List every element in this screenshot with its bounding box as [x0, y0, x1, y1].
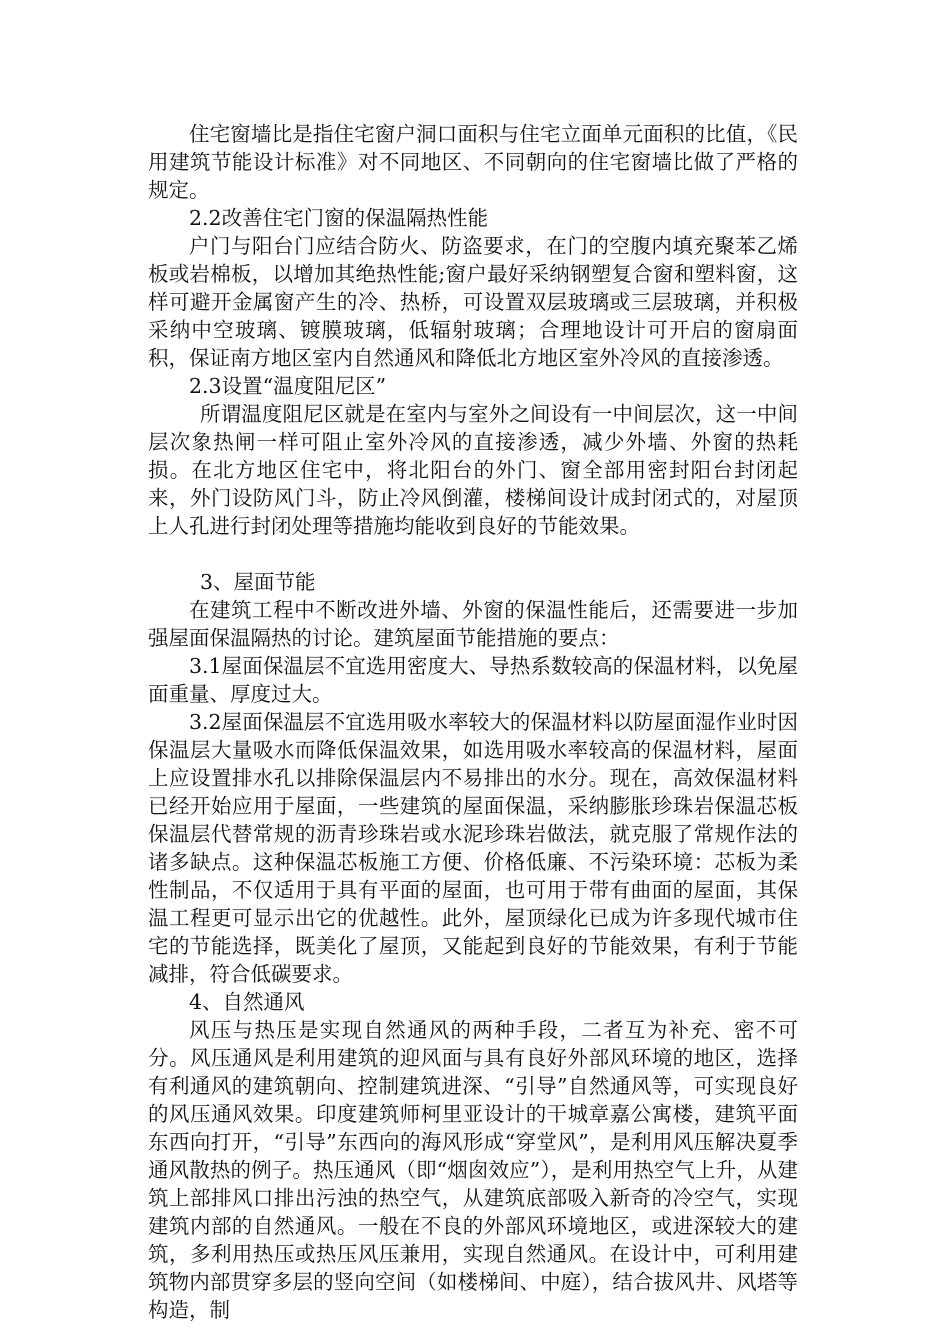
paragraph-3-1: 3.1屋面保温层不宜选用密度大、导热系数较高的保温材料，以免屋面重量、厚度过大。 [148, 654, 798, 706]
heading-2-3: 2.3设置“温度阻尼区” [189, 374, 387, 398]
heading-2-2: 2.2改善住宅门窗的保温隔热性能 [189, 206, 489, 230]
paragraph-gap [148, 540, 798, 568]
paragraph-doors-windows: 户门与阳台门应结合防火、防盗要求，在门的空腹内填充聚苯乙烯板或岩棉板，以增加其绝热性能;窗户最好采纳钢塑复合窗和塑料窗，这样可避开金属窗产生的冷、热桥，可设置双层玻璃或三层玻璃，并积极采纳中空玻璃、镀膜玻璃，低辐射玻璃；合理地设计可开启的窗扇面积，保证南方地区室内自然通风和降低北方地区室外冷风的直接渗透。 [148, 234, 798, 370]
document-body [148, 120, 798, 1324]
paragraph-ventilation: 风压与热压是实现自然通风的两种手段，二者互为补充、密不可分。风压通风是利用建筑的迎风面与具有良好外部风环境的地区，选择有利通风的建筑朝向、控制建筑进深、“引导”自然通风等，可实现良好的风压通风效果。印度建筑师柯里亚设计的干城章嘉公寓楼，建筑平面东西向打开，“引导”东西向的海风形成“穿堂风”，是利用风压解决夏季通风散热的例子。热压通风（即“烟囱效应”），是利用热空气上升，从建筑上部排风口排出污浊的热空气，从建筑底部吸入新奇的冷空气，实现建筑内部的自然通风。一般在不良的外部风环境地区，或进深较大的建筑，多利用热压或热压风压兼用，实现自然通风。在设计中，可利用建筑物内部贯穿多层的竖向空间（如楼梯间、中庭），结合拔风井、风塔等构造，制 [148, 1018, 798, 1322]
heading-3-roof: 3、屋面节能 [200, 570, 316, 594]
paragraph-3-2: 3.2屋面保温层不宜选用吸水率较大的保温材料以防屋面湿作业时因保温层大量吸水而降低保温效果，如选用吸水率较高的保温材料，屋面上应设置排水孔以排除保温层内不易排出的水分。现在，高效保温材料已经开始应用于屋面，一些建筑的屋面保温，采纳膨胀珍珠岩保温芯板保温层代替常规的沥青珍珠岩或水泥珍珠岩做法，就克服了常规作法的诸多缺点。这种保温芯板施工方便、价格低廉、不污染环境：芯板为柔性制品，不仅适用于具有平面的屋面，也可用于带有曲面的屋面，其保温工程更可显示出它的优越性。此外，屋顶绿化已成为许多现代城市住宅的节能选择，既美化了屋顶，又能起到良好的节能效果，有利于节能减排，符合低碳要求。 [148, 710, 798, 986]
paragraph-temperature-damping: 所谓温度阻尼区就是在室内与室外之间设有一中间层次，这一中间层次象热闸一样可阻止室外冷风的直接渗透，减少外墙、外窗的热耗损。在北方地区住宅中，将北阳台的外门、窗全部用密封阳台封闭起来，外门设防风门斗，防止冷风倒灌，楼梯间设计成封闭式的，对屋顶上人孔进行封闭处理等措施均能收到良好的节能效果。 [148, 402, 798, 538]
paragraph-roof-intro: 在建筑工程中不断改进外墙、外窗的保温性能后，还需要进一步加强屋面保温隔热的讨论。建筑屋面节能措施的要点： [148, 598, 798, 650]
paragraph-window-wall-ratio: 住宅窗墙比是指住宅窗户洞口面积与住宅立面单元面积的比值，《民用建筑节能设计标准》对不同地区、不同朝向的住宅窗墙比做了严格的规定。 [148, 122, 798, 202]
heading-4-ventilation: 4、自然通风 [189, 990, 305, 1014]
